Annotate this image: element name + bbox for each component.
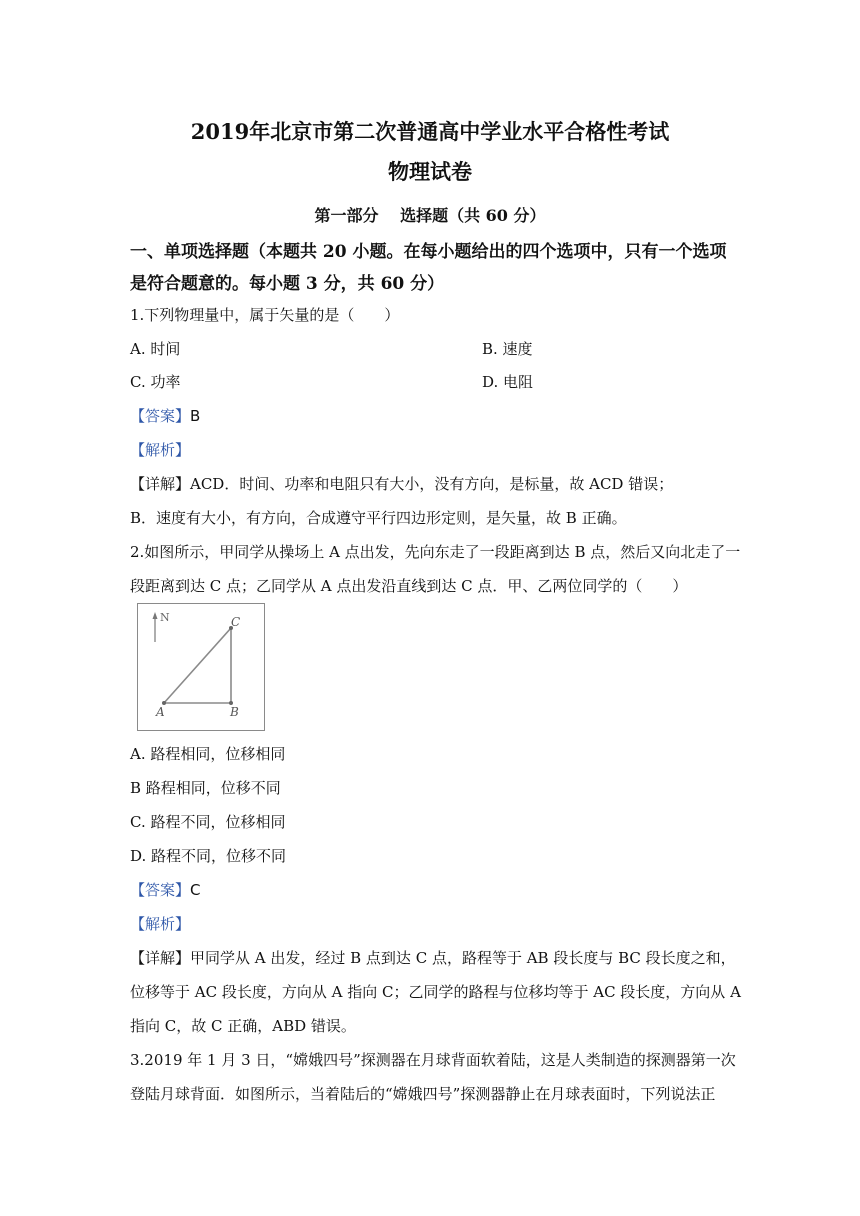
exam-subtitle: 物理试卷: [388, 159, 472, 184]
q1-option-a: A. 时间: [130, 340, 181, 358]
q1-option-b: B. 速度: [482, 340, 533, 358]
q1-answer-label: 【答案】: [130, 407, 191, 425]
q1-option-d: D. 电阻: [482, 373, 534, 391]
point-c-label: C: [231, 615, 241, 629]
q1-answer: [130, 405, 200, 426]
part-heading: 第一部分 选择题（共 60 分）: [314, 206, 546, 225]
q2-path-diagram: [138, 604, 264, 730]
section-heading-line2: 是符合题意的。每小题 3 分，共 60 分）: [130, 274, 445, 294]
q2-option-c: C. 路程不同，位移相同: [130, 813, 286, 831]
north-arrow-icon: [153, 612, 158, 619]
q2-stem-line1: 2.如图所示，甲同学从操场上 A 点出发，先向东走了一段距离到达 B 点，然后又向北走了一: [130, 543, 741, 561]
point-a-label: A: [156, 705, 165, 719]
q1-answer-value: B: [190, 407, 201, 425]
segment-ac: [164, 628, 231, 703]
q1-detail-line2: B．速度有大小，有方向，合成遵守平行四边形定则，是矢量，故 B 正确。: [130, 509, 627, 527]
q2-answer-label: 【答案】: [130, 881, 191, 899]
exam-title: 2019年北京市第二次普通高中学业水平合格性考试: [190, 119, 670, 144]
q3-stem-line2: 登陆月球背面．如图所示，当着陆后的“嫦娥四号”探测器静止在月球表面时，下列说法正: [130, 1085, 716, 1103]
q2-detail-line3: 指向 C，故 C 正确，ABD 错误。: [130, 1017, 356, 1035]
q2-option-a: A. 路程相同，位移相同: [130, 745, 286, 763]
north-label: N: [160, 611, 170, 624]
q2-answer: [130, 879, 201, 900]
q2-detail-line2: 位移等于 AC 段长度，方向从 A 指向 C；乙同学的路程与位移均等于 AC 段长度，方向从 A: [130, 983, 741, 1001]
q2-analysis-label: 【解析】: [130, 915, 191, 933]
q2-option-b: B 路程相同，位移不同: [130, 779, 281, 797]
q2-path-figure: [137, 603, 265, 731]
point-b-label: B: [230, 705, 239, 719]
q1-analysis-label: 【解析】: [130, 441, 191, 459]
q3-stem-line1: 3.2019 年 1 月 3 日，“嫦娥四号”探测器在月球背面软着陆，这是人类制造的探测器第一次: [130, 1051, 736, 1069]
q1-option-c: C. 功率: [130, 373, 181, 391]
q1-detail-line1: 【详解】ACD．时间、功率和电阻只有大小，没有方向，是标量，故 ACD 错误；: [130, 475, 674, 493]
q2-option-d: D. 路程不同，位移不同: [130, 847, 287, 865]
q2-stem-line2: 段距离到达 C 点；乙同学从 A 点出发沿直线到达 C 点．甲、乙两位同学的（ ）: [130, 577, 688, 595]
q2-answer-value: C: [190, 881, 201, 899]
section-heading-line1: 一、单项选择题（本题共 20 小题。在每小题给出的四个选项中，只有一个选项: [130, 242, 727, 262]
q2-detail-line1: 【详解】甲同学从 A 出发，经过 B 点到达 C 点，路程等于 AB 段长度与 BC 段长度之和，: [130, 949, 736, 967]
q1-stem: 1.下列物理量中，属于矢量的是（ ）: [130, 306, 400, 324]
